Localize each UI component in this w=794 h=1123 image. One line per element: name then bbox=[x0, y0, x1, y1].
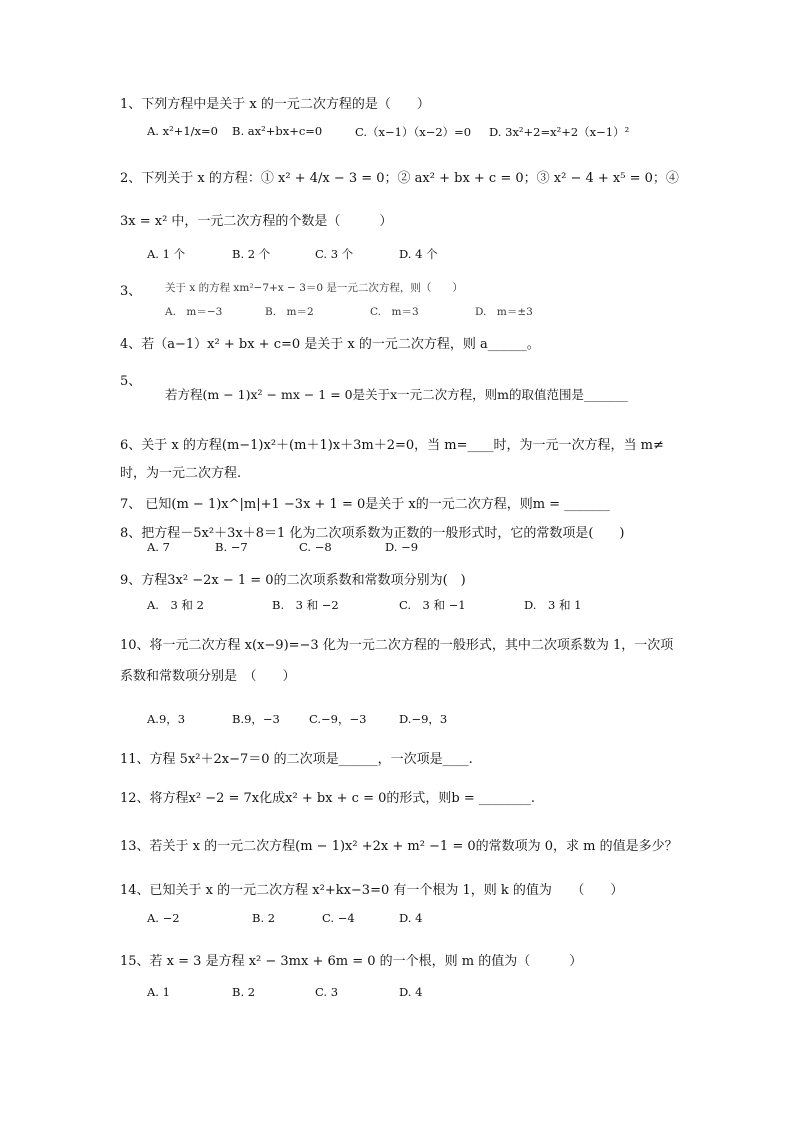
question-13-stem: 13、若关于 x 的一元二次方程(m − 1)x² +2x + m² −1 = 0的常数项为 0，求 m 的值是多少？ bbox=[120, 839, 678, 854]
q10-option-d[interactable]: D.−9，3 bbox=[399, 712, 448, 726]
q1-option-d[interactable]: D. 3x²+2=x²+2（x−1）² bbox=[489, 125, 630, 139]
q2-option-c[interactable]: C. 3 个 bbox=[315, 247, 354, 261]
q2-option-a[interactable]: A. 1 个 bbox=[147, 247, 186, 261]
question-7-stem: 7、 已知(m − 1)x^|m|+1 −3x + 1 = 0是关于 x的一元二次方程，则m = _______ bbox=[120, 497, 610, 512]
question-5-number: 5、 bbox=[120, 374, 142, 389]
q8-option-b[interactable]: B. −7 bbox=[215, 540, 248, 554]
question-12-stem: 12、将方程x² −2 = 7x化成x² + bx + c = 0的形式，则b = ________. bbox=[120, 791, 535, 806]
question-8-stem: 8、把方程－5x²＋3x＋8＝1 化为二次项系数为正数的一般形式时，它的常数项是( ) bbox=[120, 526, 625, 541]
question-10-stem-cont: 系数和常数项分别是 （ ） bbox=[120, 669, 296, 684]
q15-option-c[interactable]: C. 3 bbox=[315, 985, 339, 999]
q14-option-b[interactable]: B. 2 bbox=[252, 911, 276, 925]
q8-option-a[interactable]: A. 7 bbox=[147, 540, 170, 554]
q10-option-b[interactable]: B.9，−3 bbox=[232, 712, 280, 726]
q3-option-c[interactable]: C. m＝3 bbox=[370, 306, 419, 318]
question-6-stem-cont: 时，为一元二次方程. bbox=[120, 466, 242, 481]
question-11-stem: 11、方程 5x²＋2x−7＝0 的二次项是______，一次项是____. bbox=[120, 752, 473, 767]
question-2-stem: 2、下列关于 x 的方程：① x² + 4/x − 3 = 0；② ax² + bx + c = 0；③ x² − 4 + x⁵ = 0；④ bbox=[120, 171, 679, 186]
q1-option-c[interactable]: C.（x−1）（x−2）=0 bbox=[355, 125, 472, 139]
question-14-stem: 14、已知关于 x 的一元二次方程 x²+kx−3=0 有一个根为 1，则 k 的值为 （ ） bbox=[120, 883, 624, 898]
q8-option-c[interactable]: C. −8 bbox=[299, 540, 332, 554]
q15-option-d[interactable]: D. 4 bbox=[399, 985, 423, 999]
q9-option-c[interactable]: C. 3 和 −1 bbox=[399, 598, 466, 612]
question-6-stem: 6、关于 x 的方程(m−1)x²＋(m＋1)x＋3m＋2=0，当 m=____时，为一元一次方程，当 m≠ bbox=[120, 438, 664, 453]
q9-option-a[interactable]: A. 3 和 2 bbox=[147, 598, 204, 612]
q1-option-b[interactable]: B. ax²+bx+c=0 bbox=[232, 124, 323, 138]
question-9-stem: 9、方程3x² −2x − 1 = 0的二次项系数和常数项分别为( ) bbox=[120, 573, 466, 588]
q14-option-d[interactable]: D. 4 bbox=[399, 911, 423, 925]
q3-option-d[interactable]: D. m＝±3 bbox=[475, 306, 533, 318]
q10-option-c[interactable]: C.−9，−3 bbox=[309, 712, 367, 726]
q9-option-d[interactable]: D. 3 和 1 bbox=[524, 598, 582, 612]
question-15-stem: 15、若 x = 3 是方程 x² − 3mx + 6m = 0 的一个根，则 m 的值为（ ） bbox=[120, 954, 583, 969]
q3-option-b[interactable]: B. m＝2 bbox=[265, 306, 314, 318]
q9-option-b[interactable]: B. 3 和 −2 bbox=[272, 598, 339, 612]
question-3-number: 3、 bbox=[120, 284, 142, 299]
q1-option-a[interactable]: A. x²+1/x=0 bbox=[147, 124, 218, 138]
q14-option-a[interactable]: A. −2 bbox=[147, 911, 180, 925]
q3-option-a[interactable]: A. m＝−3 bbox=[165, 306, 223, 318]
question-1-stem: 1、下列方程中是关于 x 的一元二次方程的是（ ） bbox=[120, 97, 430, 112]
q10-option-a[interactable]: A.9，3 bbox=[147, 712, 186, 726]
q15-option-a[interactable]: A. 1 bbox=[147, 985, 170, 999]
question-10-stem: 10、将一元二次方程 x(x−9)=−3 化为一元二次方程的一般形式，其中二次项系数为 1，一次项 bbox=[120, 638, 674, 653]
q14-option-c[interactable]: C. −4 bbox=[322, 911, 355, 925]
question-3-stem: 关于 x 的方程 xm²−7+x − 3＝0 是一元二次方程，则（ ） bbox=[165, 282, 463, 294]
question-2-stem-cont: 3x = x² 中，一元二次方程的个数是（ ） bbox=[120, 214, 393, 229]
question-4-stem: 4、若（a−1）x² + bx + c=0 是关于 x 的一元二次方程，则 a______。 bbox=[120, 337, 540, 352]
q8-option-d[interactable]: D. −9 bbox=[385, 540, 419, 554]
q15-option-b[interactable]: B. 2 bbox=[232, 985, 256, 999]
question-5-stem: 若方程(m − 1)x² − mx − 1 = 0是关于x一元二次方程，则m的取值范围是_______ bbox=[165, 387, 628, 402]
q2-option-b[interactable]: B. 2 个 bbox=[232, 247, 271, 261]
q2-option-d[interactable]: D. 4 个 bbox=[399, 247, 438, 261]
